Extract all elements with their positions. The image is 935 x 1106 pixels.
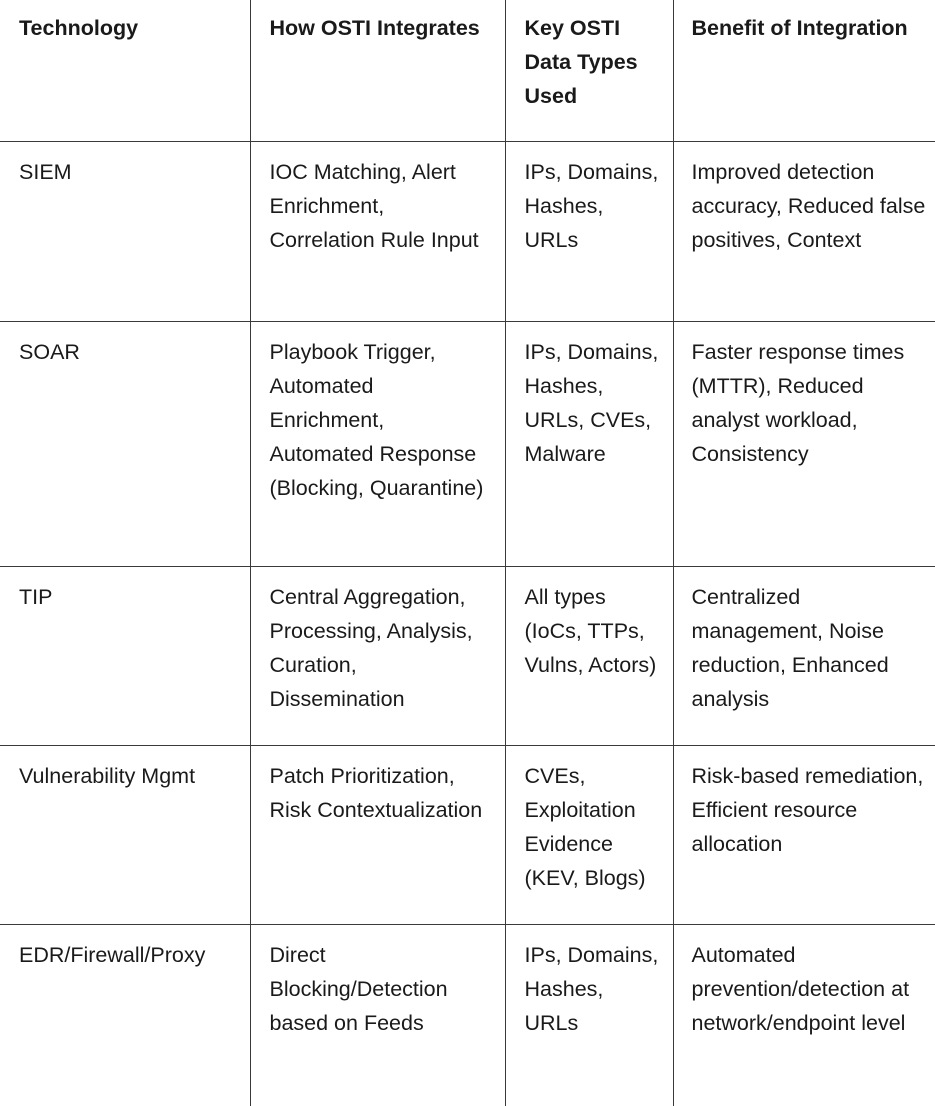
header-how-osti-integrates: How OSTI Integrates: [250, 0, 505, 141]
technology-cell: Vulnerability Mgmt: [0, 745, 250, 924]
integration-cell: Patch Prioritization, Risk Contextualization: [250, 745, 505, 924]
technology-cell: TIP: [0, 566, 250, 745]
benefit-cell: Centralized management, Noise reduction, Enhanced analysis: [673, 566, 935, 745]
data-types-cell: All types (IoCs, TTPs, Vulns, Actors): [505, 566, 673, 745]
table-row: [0, 141, 935, 321]
data-types-cell: IPs, Domains, Hashes, URLs, CVEs, Malware: [505, 321, 673, 566]
table-row: [0, 745, 935, 924]
data-types-cell: IPs, Domains, Hashes, URLs: [505, 141, 673, 321]
data-types-cell: IPs, Domains, Hashes, URLs: [505, 924, 673, 1106]
header-benefit: Benefit of Integration: [673, 0, 935, 141]
table-row: [0, 566, 935, 745]
integration-cell: Direct Blocking/Detection based on Feeds: [250, 924, 505, 1106]
technology-cell: SIEM: [0, 141, 250, 321]
benefit-cell: Faster response times (MTTR), Reduced analyst workload, Consistency: [673, 321, 935, 566]
table-row: [0, 321, 935, 566]
technology-cell: SOAR: [0, 321, 250, 566]
header-row: [0, 0, 935, 141]
data-types-cell: CVEs, Exploitation Evidence (KEV, Blogs): [505, 745, 673, 924]
header-technology: Technology: [0, 0, 250, 141]
header-key-data-types: Key OSTI Data Types Used: [505, 0, 673, 141]
benefit-cell: Automated prevention/detection at network/endpoint level: [673, 924, 935, 1106]
technology-cell: EDR/Firewall/Proxy: [0, 924, 250, 1106]
integration-cell: Central Aggregation, Processing, Analysis, Curation, Dissemination: [250, 566, 505, 745]
integration-cell: Playbook Trigger, Automated Enrichment, Automated Response (Blocking, Quarantine): [250, 321, 505, 566]
benefit-cell: Improved detection accuracy, Reduced false positives, Context: [673, 141, 935, 321]
table-row: [0, 924, 935, 1106]
integration-cell: IOC Matching, Alert Enrichment, Correlation Rule Input: [250, 141, 505, 321]
benefit-cell: Risk-based remediation, Efficient resource allocation: [673, 745, 935, 924]
